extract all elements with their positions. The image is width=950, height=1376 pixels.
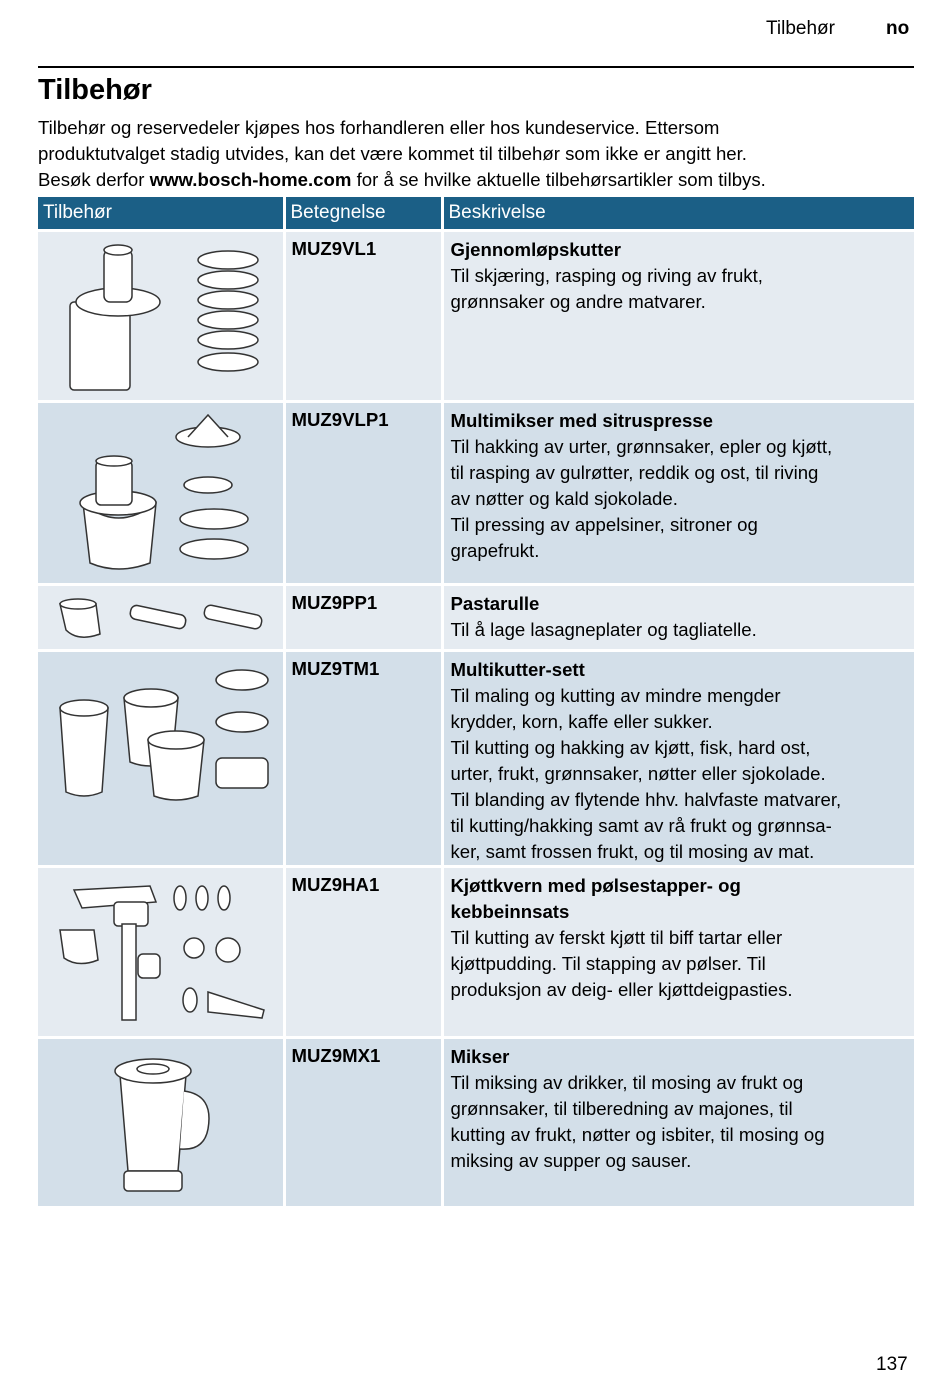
column-header-description: Beskrivelse: [442, 197, 914, 231]
meat-grinder-illustration: [38, 868, 281, 1036]
product-description: [444, 232, 915, 315]
description-line: miksing av supper og sauser.: [450, 1150, 692, 1171]
product-description: [444, 586, 915, 643]
intro-line-3-pre: Besøk derfor: [38, 169, 150, 190]
description-line: ker, samt frossen frukt, og til mosing av mat.: [450, 841, 815, 862]
description-line: til rasping av gulrøtter, reddik og ost, til riving: [450, 462, 819, 483]
product-description: [444, 403, 915, 564]
pasta-roller-illustration: [38, 586, 281, 648]
description-line: Til kutting og hakking av kjøtt, fisk, hard ost,: [450, 737, 811, 758]
description-line: Til pressing av appelsiner, sitroner og: [450, 514, 758, 535]
description-line: til kutting/hakking samt av rå frukt og grønnsa-: [450, 815, 832, 836]
description-line: Til kutting av ferskt kjøtt til biff tartar eller: [450, 927, 783, 948]
language-code: no: [886, 18, 910, 39]
product-code: MUZ9VLP1: [291, 409, 389, 430]
description-line: Til å lage lasagneplater og tagliatelle.: [450, 619, 757, 640]
column-header-designation: Betegnelse: [284, 197, 442, 231]
page-number: 137: [876, 1354, 908, 1375]
description-line: Til skjæring, rasping og riving av frukt,: [450, 265, 763, 286]
product-code: MUZ9TM1: [291, 658, 380, 679]
table-row: [38, 585, 914, 651]
accessory-image-cell: [38, 867, 284, 1038]
multi-mixer-illustration: [38, 403, 281, 583]
description-line: urter, frukt, grønnsaker, nøtter eller sjokolade.: [450, 763, 826, 784]
description-line: kutting av frukt, nøtter og isbiter, til mosing og: [450, 1124, 825, 1145]
description-line: grønnsaker og andre matvarer.: [450, 291, 706, 312]
table-row: [38, 1038, 914, 1206]
product-description: [444, 1039, 915, 1174]
description-line: av nøtter og kald sjokolade.: [450, 488, 678, 509]
product-description: [444, 868, 915, 1003]
description-line: grønnsaker, til tilberedning av majones, til: [450, 1098, 793, 1119]
accessory-image-cell: [38, 1038, 284, 1206]
intro-paragraph: [38, 115, 918, 193]
product-code: MUZ9MX1: [291, 1045, 381, 1066]
description-line: kjøttpudding. Til stapping av pølser. Til: [450, 953, 766, 974]
description-line: Til hakking av urter, grønnsaker, epler og kjøtt,: [450, 436, 833, 457]
description-line: grapefrukt.: [450, 540, 540, 561]
product-name: Pastarulle: [450, 593, 540, 614]
header-rule: [38, 66, 914, 68]
product-code: MUZ9PP1: [291, 592, 378, 613]
product-name-line: kebbeinnsats: [450, 901, 570, 922]
description-line: Til miksing av drikker, til mosing av frukt og: [450, 1072, 804, 1093]
table-row: [38, 651, 914, 867]
table-header-row: [38, 197, 914, 231]
intro-line-2: produktutvalget stadig utvides, kan det være kommet til tilbehør som ikke er angitt her.: [38, 143, 747, 164]
page-title: Tilbehør: [38, 74, 152, 106]
slicer-accessory-illustration: [38, 232, 281, 400]
accessory-image-cell: [38, 585, 284, 651]
column-header-accessory: Tilbehør: [38, 197, 284, 231]
accessory-image-cell: [38, 231, 284, 402]
accessory-image-cell: [38, 402, 284, 585]
running-header: [0, 18, 950, 48]
product-name-line: Kjøttkvern med pølsestapper- og: [450, 875, 741, 896]
website-link[interactable]: www.bosch-home.com: [149, 169, 352, 190]
product-name: Multikutter-sett: [450, 659, 585, 680]
blender-illustration: [38, 1039, 281, 1204]
description-line: Til blanding av flytende hhv. halvfaste matvarer,: [450, 789, 842, 810]
table-row: [38, 231, 914, 402]
product-name: Gjennomløpskutter: [450, 239, 621, 260]
product-name: Multimikser med sitruspresse: [450, 410, 713, 431]
description-line: produksjon av deig- eller kjøttdeigpasties.: [450, 979, 793, 1000]
accessories-table: [38, 197, 914, 1206]
table-row: [38, 867, 914, 1038]
product-code: MUZ9VL1: [291, 238, 377, 259]
product-code: MUZ9HA1: [291, 874, 380, 895]
product-description: [444, 652, 915, 865]
multi-cutter-set-illustration: [38, 652, 281, 860]
description-line: krydder, korn, kaffe eller sukker.: [450, 711, 713, 732]
intro-line-3-post: for å se hvilke aktuelle tilbehørsartikler som tilbys.: [351, 169, 766, 190]
intro-line-1: Tilbehør og reservedeler kjøpes hos forhandleren eller hos kundeservice. Ettersom: [38, 117, 720, 138]
table-row: [38, 402, 914, 585]
accessory-image-cell: [38, 651, 284, 867]
section-name: Tilbehør: [766, 18, 835, 39]
description-line: Til maling og kutting av mindre mengder: [450, 685, 781, 706]
product-name: Mikser: [450, 1046, 510, 1067]
